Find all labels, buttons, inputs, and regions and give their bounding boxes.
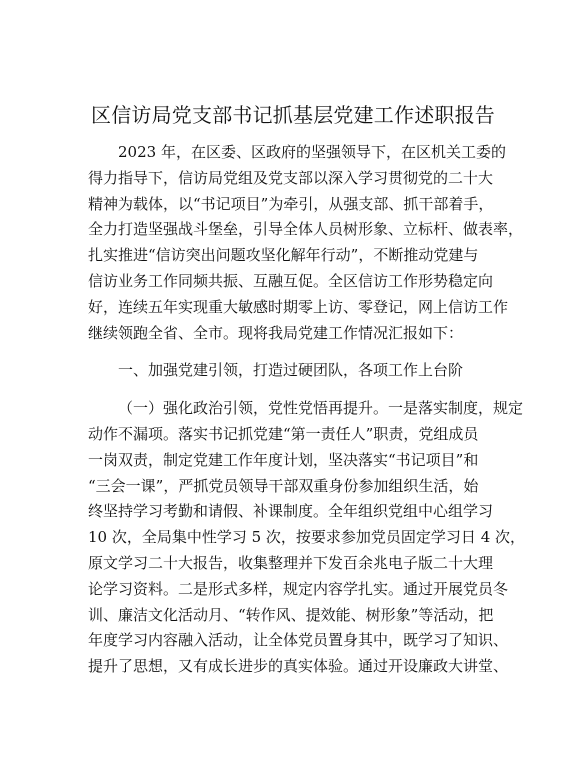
document-title: 区信访局党支部书记抓基层党建工作述职报告 [91,103,495,127]
paragraph-line: 2023 年，在区委、区政府的坚强领导下，在区机关工委的 [118,143,506,161]
spacer [88,384,498,396]
paragraph-line: 论学习资料。二是形式多样，规定内容学扎实。通过开展党员冬 [88,579,509,598]
spacer [88,346,498,358]
paragraph-line: 训、廉洁文化活动月、“转作风、提效能、树形象”等活动，把 [88,605,494,624]
paragraph-line: 10 次，全局集中性学习 5 次，按要求参加党员固定学习日 4 次， [88,528,526,547]
paragraph-line: “三会一课”，严抓党员领导干部双重身份参加组织生活，始 [88,476,479,495]
paragraph-line: 年度学习内容融入活动，让全体党员置身其中，既学习了知识、 [88,631,509,650]
paragraph-line: 好，连续五年实现重大敏感时期零上访、零登记，网上信访工作 [88,297,509,316]
section-paragraph [88,396,526,680]
paragraph-line: 得力指导下，信访局党组及党支部以深入学习贯彻党的二十大 [88,168,494,187]
paragraph-line: 提升了思想，又有成长进步的真实体验。通过开设廉政大讲堂、 [88,657,509,676]
paragraph-line: 动作不漏项。落实书记抓党建“第一责任人”职责，党组成员 [88,424,479,443]
paragraph-line: 全力打造坚强战斗堡垒，引导全体人员树形象、立标杆、做表率， [88,220,524,239]
paragraph-line: 信访业务工作同频共振、互融互促。全区信访工作形势稳定向 [88,271,494,290]
paragraph-line: 精神为载体，以“书记项目”为牵引，从强支部、抓干部着手， [88,194,494,213]
paragraph-line: 扎实推进“信访突出问题攻坚化解年行动”，不断推动党建与 [88,246,479,265]
paragraph-line: 原文学习二十大报告，收集整理并下发百余兆电子版二十大理 [88,553,494,572]
paragraph-line: 继续领跑全省、全市。现将我局党建工作情况汇报如下： [88,323,464,342]
document-body [88,140,526,680]
paragraph-line: 终坚持学习考勤和请假、补课制度。全年组织党组中心组学习 [88,502,494,521]
paragraph-line: 一岗双责，制定党建工作年度计划，坚决落实“书记项目”和 [88,450,479,469]
intro-paragraph [88,140,524,346]
section-heading: 一、加强党建引领，打造过硬团队，各项工作上台阶 [118,361,464,380]
paragraph-line: （一）强化政治引领，党性党悟再提升。一是落实制度，规定 [118,399,524,418]
